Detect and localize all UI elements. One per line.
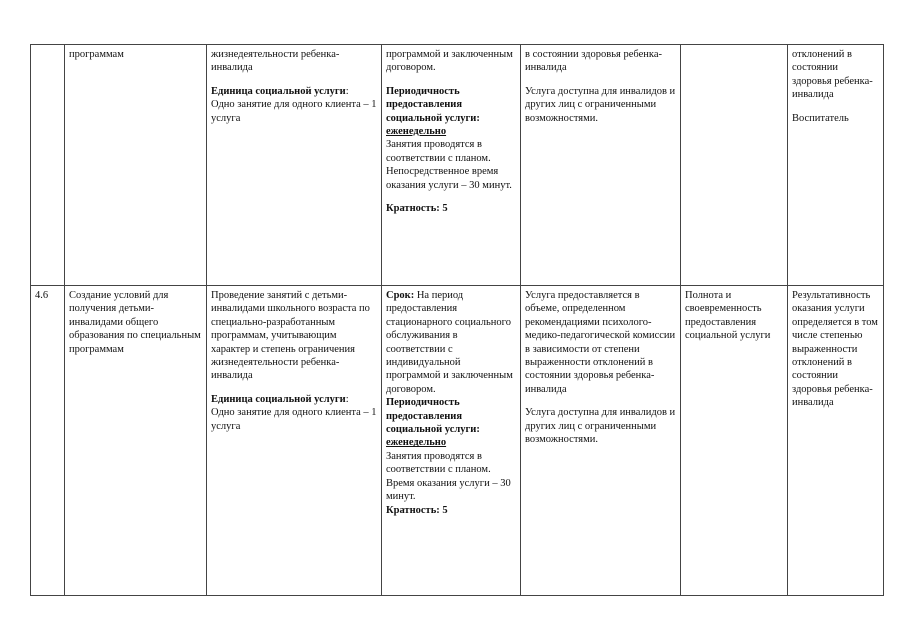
multiplicity: Кратность: 5 bbox=[386, 203, 448, 215]
cell-service-name: программам bbox=[65, 45, 207, 286]
table-row bbox=[31, 45, 884, 286]
periodicity-note: Занятия проводятся в соответствии с планом. Время оказания услуги – 30 минут. bbox=[386, 450, 511, 503]
cell-indicators: Полнота и своевременность предоставления социальной услуги bbox=[681, 286, 788, 596]
cell-number: 4.6 bbox=[31, 286, 65, 596]
cell-service-name: Создание условий для получения детьми-инвалидами общего образования по специальным программам bbox=[65, 286, 207, 596]
cell-number bbox=[31, 45, 65, 286]
cell-term-periodicity: программой и заключенным договором. Периодичность предоставления социальной услуги: еженедельно Занятия проводятся в соответствии с планом. Непосредственное время оказания услуги – 30 минут. Кратность: 5 bbox=[382, 45, 521, 286]
periodicity-label: Периодичность предоставления социальной услуги: bbox=[386, 85, 480, 124]
term-label: Срок: bbox=[386, 290, 415, 301]
cell-results: Результативность оказания услуги определяется в том числе степенью выраженности отклонений в состоянии здоровья ребенка-инвалида bbox=[788, 286, 884, 596]
periodicity-label: Периодичность предоставления социальной услуги: bbox=[386, 397, 480, 436]
unit-value: Одно занятие для одного клиента – 1 услуга bbox=[211, 99, 377, 124]
cell-results: отклонений в состоянии здоровья ребенка-инвалида Воспитатель bbox=[788, 45, 884, 286]
cell-term-periodicity bbox=[382, 286, 521, 596]
cell-indicators bbox=[681, 45, 788, 286]
periodicity-value: еженедельно bbox=[386, 437, 447, 449]
cell-service-content: жизнедеятельности ребенка-инвалида Единица социальной услуги: Одно занятие для одного клиента – 1 услуга bbox=[207, 45, 382, 286]
cell-standard: Услуга предоставляется в объеме, определенном рекомендациями психолого-медико-педагогической комиссии в зависимости от степени выраженности отклонений в состоянии здоровья ребенка-инвалида Услуга доступна для инвалидов и других лиц с ограниченными возможностями. bbox=[521, 286, 681, 596]
term-value: На период предоставления стационарного социального обслуживания в соответствии с индивидуальной программой и заключенным договором. bbox=[386, 290, 513, 395]
unit-label: Единица социальной услуги bbox=[211, 85, 346, 97]
table-row bbox=[31, 286, 884, 596]
multiplicity: Кратность: 5 bbox=[386, 504, 448, 516]
periodicity-value: еженедельно bbox=[386, 126, 447, 138]
cell-service-content: Проведение занятий с детьми-инвалидами школьного возраста по специально-разработанным программам, учитывающим характер и степень ограничения жизнедеятельности ребенка-инвалида Единица социальной услуги: Одно занятие для одного клиента – 1 услуга bbox=[207, 286, 382, 596]
unit-label: Единица социальной услуги bbox=[211, 393, 346, 405]
periodicity-note: Занятия проводятся в соответствии с планом. Непосредственное время оказания услуги – 30 минут. bbox=[386, 139, 512, 191]
cell-standard: в состоянии здоровья ребенка-инвалида Услуга доступна для инвалидов и других лиц с ограниченными возможностями. bbox=[521, 45, 681, 286]
unit-value: Одно занятие для одного клиента – 1 услуга bbox=[211, 407, 377, 432]
services-table bbox=[30, 44, 884, 596]
